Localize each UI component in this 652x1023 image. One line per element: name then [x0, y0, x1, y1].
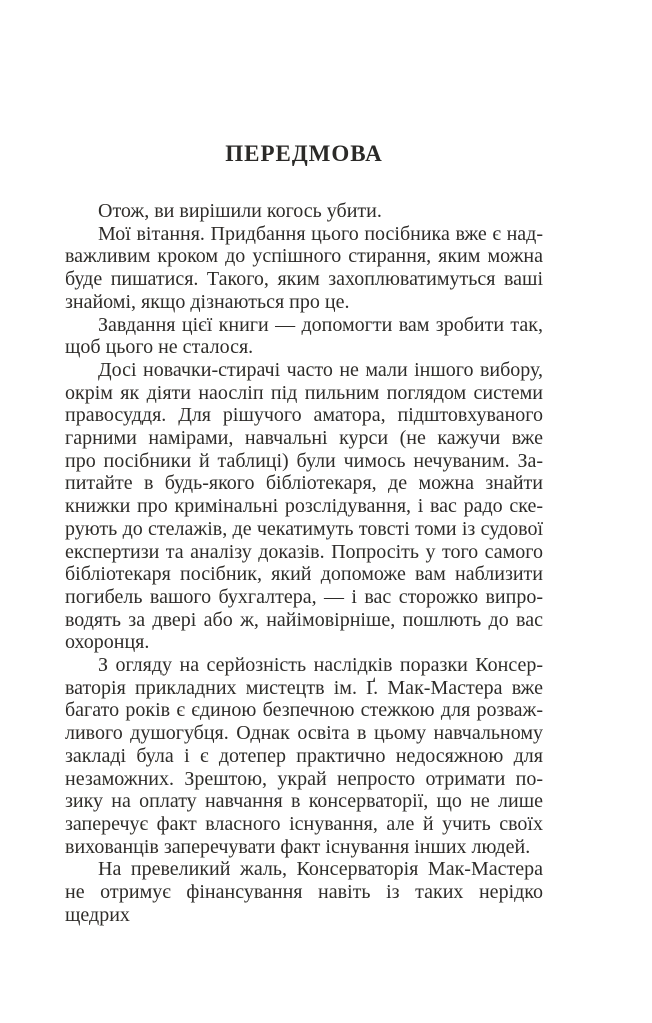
- body-text: [65, 200, 543, 927]
- chapter-title: ПЕРЕДМОВА: [225, 141, 383, 166]
- text-line: Отож, ви вирішили когось убити.: [98, 200, 382, 222]
- text-line: закладі була і є дотепер практично недосяжною для: [65, 744, 543, 767]
- text-line: вихованців заперечувати факт існування інших людей.: [65, 835, 531, 858]
- text-line: Мої вітання. Придбання цього посібника вже є над-: [98, 222, 543, 245]
- text-line: заперечує факт власного існування, але й учить своїх: [65, 812, 543, 835]
- text-line: багато років є єдиною безпечною стежкою для розваж-: [65, 699, 543, 722]
- text-line: Завдання цієї книги — допомогти вам зробити так,: [98, 313, 543, 336]
- text-line: не отримує фінансування навіть із таких нерідко щедрих: [65, 881, 543, 926]
- text-line: питайте в будь-якого бібліотекаря, де можна знайти: [65, 472, 543, 495]
- paragraph: [65, 223, 543, 314]
- text-line: гарними намірами, навчальні курси (не кажучи вже: [65, 427, 543, 450]
- text-line: експертизи та аналізу доказів. Попросіть у того самого: [65, 540, 543, 563]
- text-line: важливим кроком до успішного стирання, яким можна: [65, 245, 543, 268]
- text-line: водять за двері або ж, найімовірніше, пошлють до вас: [65, 608, 543, 631]
- text-line: З огляду на серйозність наслідків поразки Консер-: [98, 654, 543, 677]
- text-line: ливого душогубця. Однак освіта в цьому навчальному: [65, 722, 543, 745]
- text-line: правосуддя. Для рішучого аматора, підштовхуваного: [65, 404, 543, 427]
- paragraph: [65, 314, 543, 359]
- text-line: незаможних. Зрештою, украй непросто отримати по-: [65, 767, 543, 790]
- text-line: знайомі, якщо дізнаються про це.: [65, 290, 350, 313]
- text-line: Досі новачки-стирачі часто не мали іншого вибору,: [98, 358, 543, 381]
- text-line: ваторія прикладних мистецтв ім. Ґ. Мак-Мастера вже: [65, 676, 543, 699]
- text-line: буде пишатися. Такого, яким захоплюватимуться ваші: [65, 268, 543, 291]
- paragraph: [65, 858, 543, 926]
- paragraph: [65, 654, 543, 858]
- text-line: На превеликий жаль, Консерваторія Мак-Мастера: [98, 858, 543, 881]
- text-line: рують до стелажів, де чекатимуть товсті томи із судової: [65, 517, 543, 540]
- text-line: щоб цього не сталося.: [65, 336, 254, 359]
- text-line: охоронця.: [65, 631, 150, 654]
- paragraph: [65, 359, 543, 654]
- text-line: погибель вашого бухгалтера, — і вас сторожко випро-: [65, 585, 543, 608]
- paragraph: [65, 200, 543, 223]
- text-line: зику на оплату навчання в консерваторії, що не лише: [65, 790, 543, 813]
- text-line: про посібники й таблиці) були чимось нечуваним. За-: [65, 449, 543, 472]
- text-line: окрім як діяти наосліп під пильним поглядом системи: [65, 381, 543, 404]
- text-line: книжки про кримінальні розслідування, і вас радо ске-: [65, 495, 543, 518]
- text-line: бібліотекаря посібник, який допоможе вам наблизити: [65, 563, 543, 586]
